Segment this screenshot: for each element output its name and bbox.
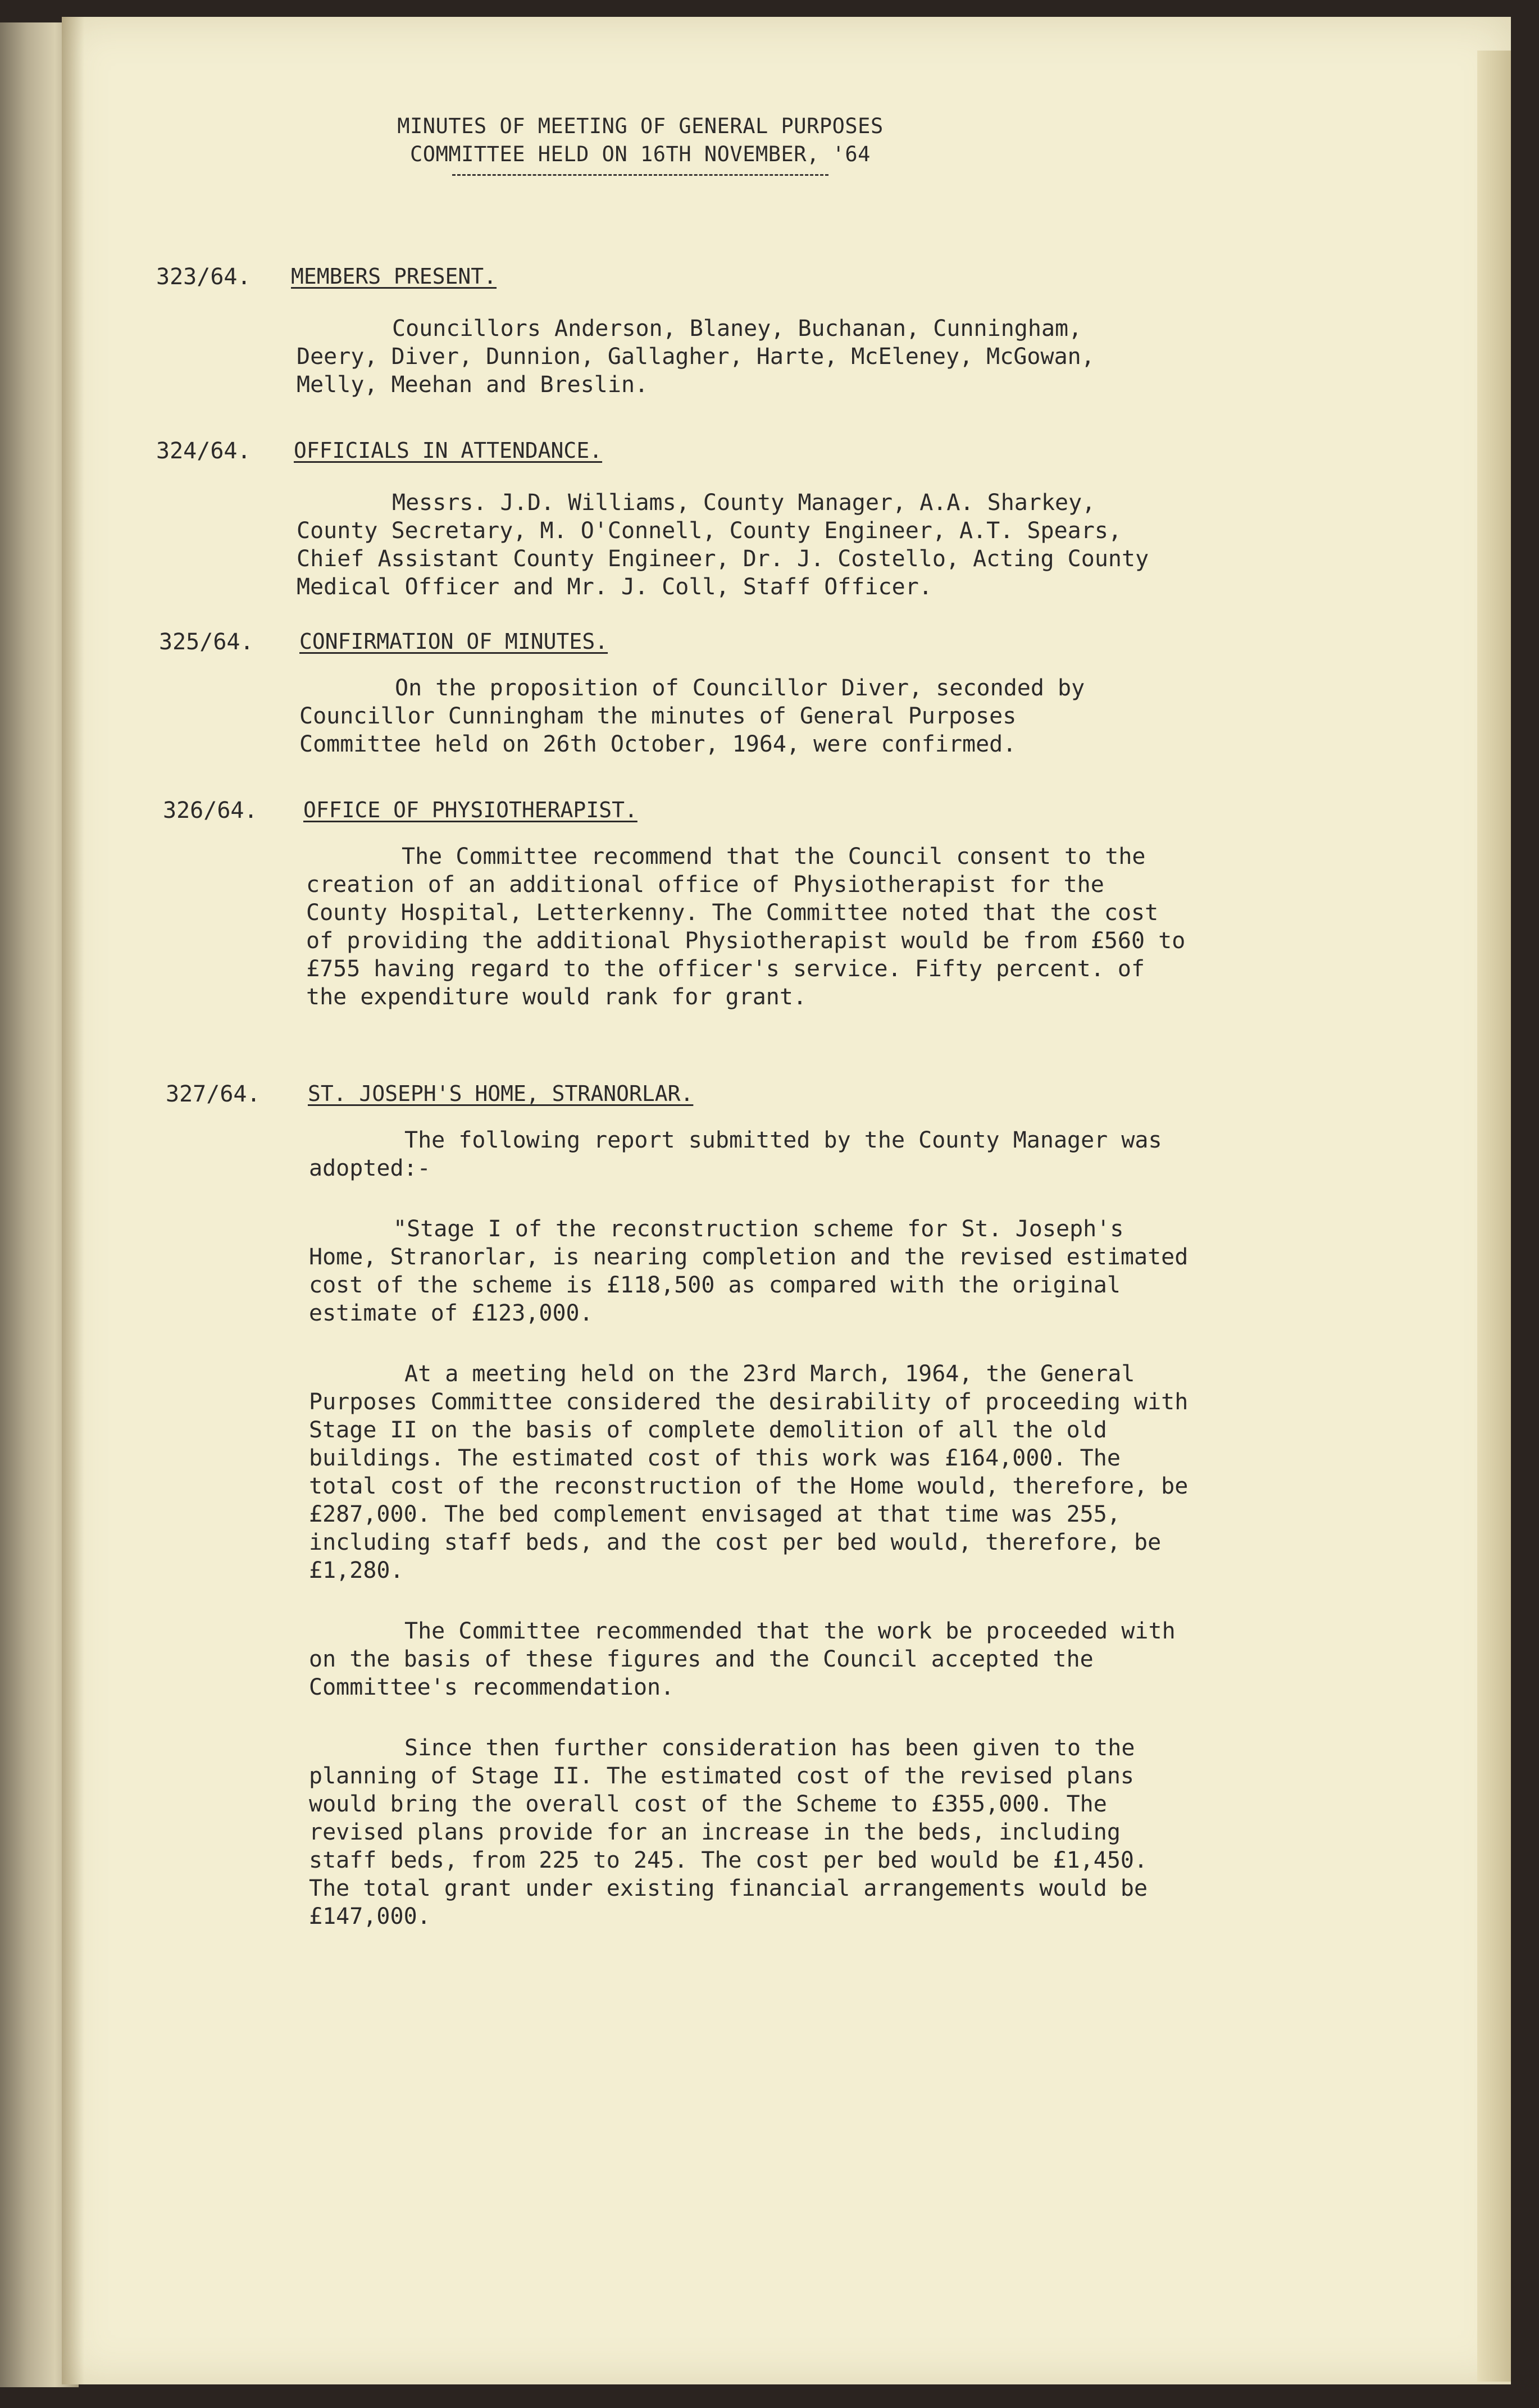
minute-body [309,1126,1196,1931]
minute-number: 324/64. [156,438,251,464]
minute-paragraph: On the proposition of Councillor Diver, seconded by Councillor Cunningham the minutes of General Purposes Committee held on 26th October, 1964, were confirmed. [299,675,1085,757]
minute-title: CONFIRMATION OF MINUTES. [299,629,608,654]
heading-dashed-rule [452,174,828,176]
minute-paragraph: The Committee recommend that the Council consent to the creation of an additional office of Physiotherapist for the County Hospital, Letterkenny. The Committee noted that the cost of providing the additional Physiotherapist would be from £560 to £755 having regard to the officer's service. Fifty percent. of the expenditure would rank for grant. [306,844,1186,1010]
report-paragraph: "Stage I of the reconstruction scheme for St. Joseph's Home, Stranorlar, is nearing completion and the revised estimated cost of the scheme is £118,500 as compared with the original estimate of £123,000. [309,1216,1189,1326]
minute-number: 325/64. [159,629,254,655]
heading-line-1: MINUTES OF MEETING OF GENERAL PURPOSES [397,114,884,138]
minute-number: 326/64. [163,798,258,823]
minute-title: MEMBERS PRESENT. [291,264,497,289]
report-paragraph: At a meeting held on the 23rd March, 1964, the General Purposes Committee considered the desirability of proceeding with Stage II on the basis of complete demolition of all the old buildings. The estimated cost of this work was £164,000. The total cost of the reconstruction of the Home would, therefore, be £287,000. The bed complement envisaged at that time was 255, including staff beds, and the cost per bed would, therefore, be £1,280. [309,1361,1189,1583]
minute-number: 323/64. [156,264,251,290]
minute-title: ST. JOSEPH'S HOME, STRANORLAR. [308,1081,694,1106]
minute-title: OFFICE OF PHYSIOTHERAPIST. [303,798,638,822]
minute-paragraph: The following report submitted by the County Manager was adopted:- [309,1127,1162,1181]
heading-line-2: COMMITTEE HELD ON 16TH NOVEMBER, '64 [410,142,871,166]
minute-paragraph: Messrs. J.D. Williams, County Manager, A.A. Sharkey, County Secretary, M. O'Connell, County Engineer, A.T. Spears, Chief Assistant County Engineer, Dr. J. Costello, Acting County Medical Officer and Mr. J. Coll, Staff Officer. [297,490,1149,600]
minute-body [297,489,1184,601]
report-paragraph: Since then further consideration has been given to the planning of Stage II. The estimated cost of the revised plans would bring the overall cost of the Scheme to £355,000. The revised plans provide for an increase in the beds, including staff beds, from 225 to 245. The cost per bed would be £1,450. The total grant under existing financial arrangements would be £147,000. [309,1735,1148,1929]
report-paragraph: The Committee recommended that the work be proceeded with on the basis of these figures and the Council accepted the Committee's recommendation. [309,1618,1176,1700]
document-heading [315,112,966,176]
minute-title: OFFICIALS IN ATTENDANCE. [294,438,603,463]
minute-body [297,315,1167,399]
minute-paragraph: Councillors Anderson, Blaney, Buchanan, Cunningham, Deery, Diver, Dunnion, Gallagher, Harte, McEleney, McGowan, Melly, Meehan and Breslin. [297,316,1095,398]
minute-body [306,843,1188,1011]
minute-number: 327/64. [166,1081,261,1107]
minute-body [299,674,1142,758]
